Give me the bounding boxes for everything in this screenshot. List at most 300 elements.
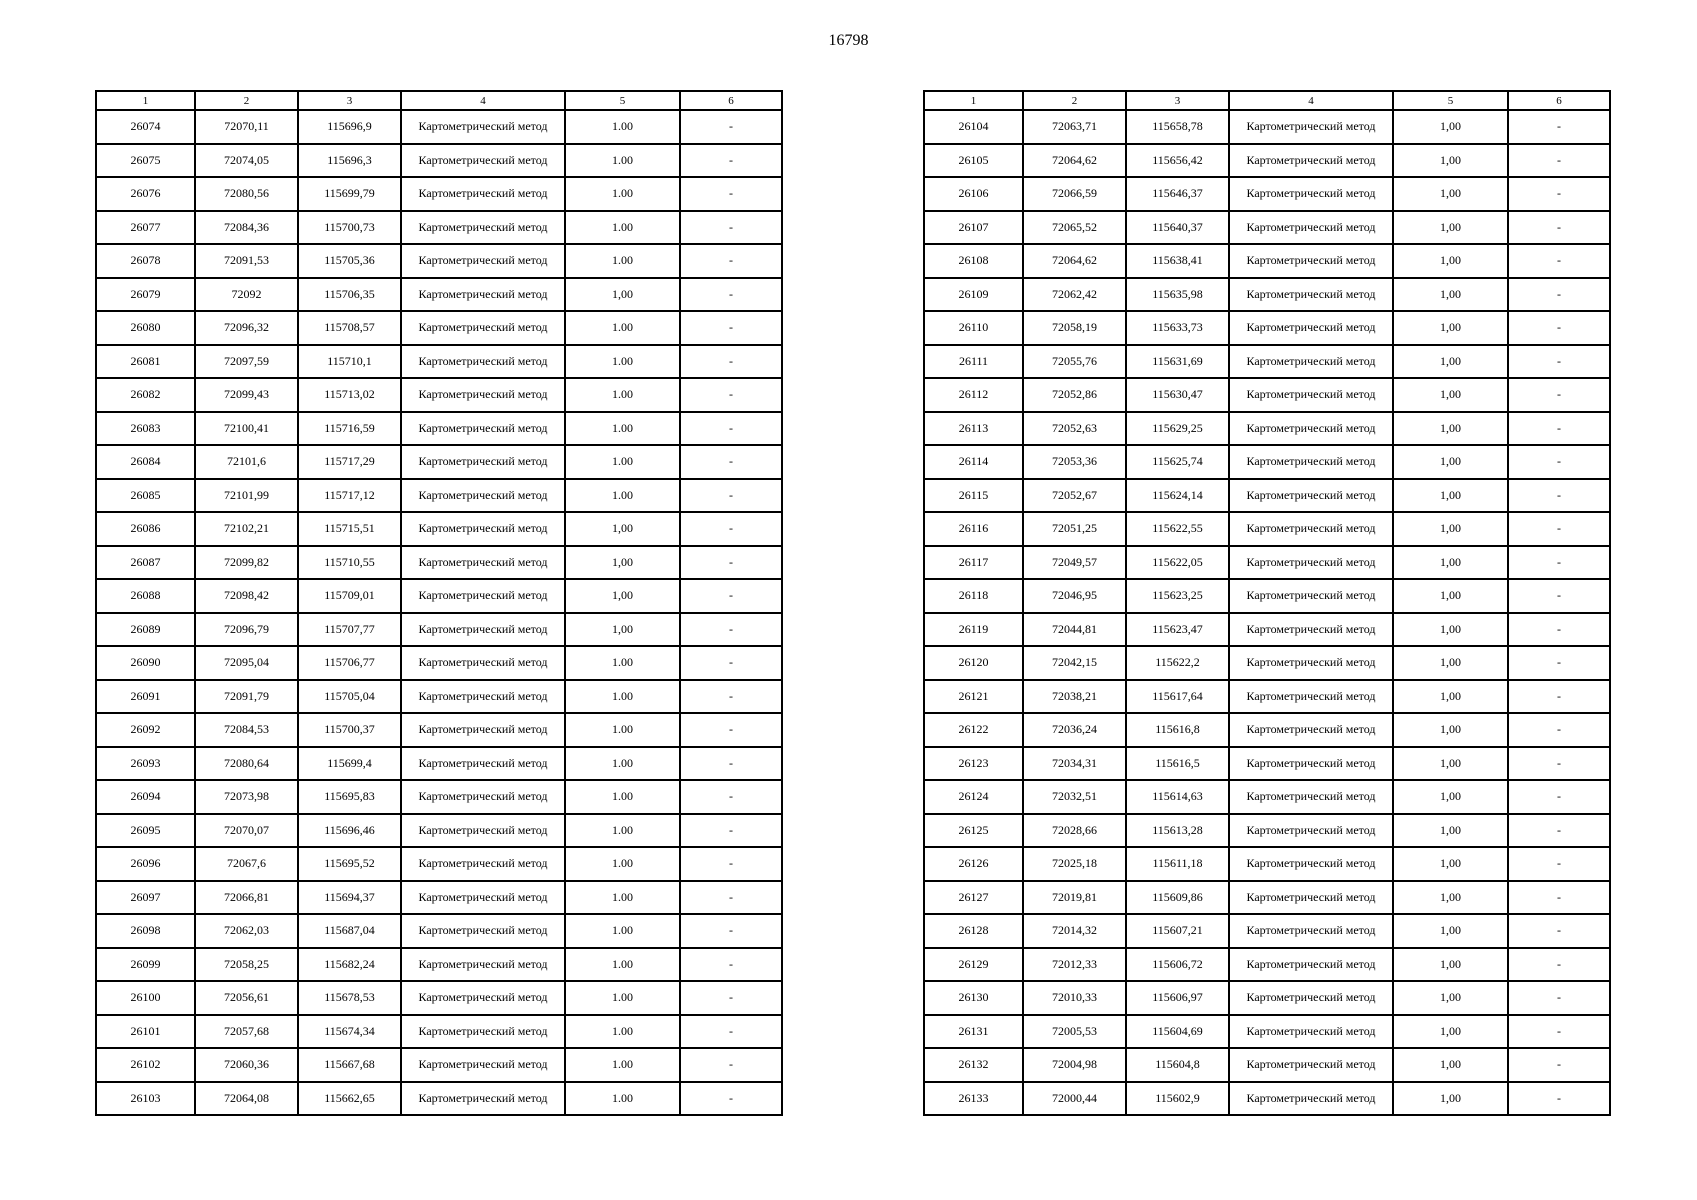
- table-row: [924, 680, 1610, 714]
- table-cell: -: [680, 311, 782, 345]
- table-cell: Картометрический метод: [401, 110, 565, 144]
- table-cell: Картометрический метод: [401, 244, 565, 278]
- table-cell: 26113: [924, 412, 1023, 446]
- table-cell: 72055,76: [1023, 345, 1126, 379]
- table-cell: -: [1508, 948, 1610, 982]
- table-cell: -: [1508, 177, 1610, 211]
- table-row: [924, 646, 1610, 680]
- table-cell: 26093: [96, 747, 195, 781]
- table-cell: Картометрический метод: [401, 177, 565, 211]
- table-cell: 72019,81: [1023, 881, 1126, 915]
- table-cell: 26078: [96, 244, 195, 278]
- table-cell: Картометрический метод: [401, 311, 565, 345]
- column-header: 2: [1023, 91, 1126, 110]
- table-cell: -: [680, 1015, 782, 1049]
- table-row: [96, 211, 782, 245]
- table-cell: Картометрический метод: [1229, 177, 1393, 211]
- table-cell: 72099,82: [195, 546, 298, 580]
- table-cell: 72095,04: [195, 646, 298, 680]
- table-cell: 72025,18: [1023, 847, 1126, 881]
- table-row: [924, 579, 1610, 613]
- table-cell: 26115: [924, 479, 1023, 513]
- table-cell: Картометрический метод: [401, 814, 565, 848]
- table-cell: 1.00: [565, 881, 680, 915]
- table-cell: 26111: [924, 345, 1023, 379]
- table-cell: 115717,12: [298, 479, 401, 513]
- table-cell: 1,00: [1393, 646, 1508, 680]
- table-cell: 115708,57: [298, 311, 401, 345]
- table-cell: 26091: [96, 680, 195, 714]
- table-cell: -: [680, 780, 782, 814]
- table-row: [96, 579, 782, 613]
- table-cell: 115705,36: [298, 244, 401, 278]
- table-cell: 1,00: [1393, 780, 1508, 814]
- table-cell: 1,00: [1393, 144, 1508, 178]
- table-cell: 1,00: [1393, 278, 1508, 312]
- table-cell: Картометрический метод: [1229, 1082, 1393, 1116]
- table-cell: 26097: [96, 881, 195, 915]
- table-cell: 26080: [96, 311, 195, 345]
- table-cell: Картометрический метод: [1229, 144, 1393, 178]
- table-cell: Картометрический метод: [1229, 110, 1393, 144]
- table-cell: Картометрический метод: [1229, 445, 1393, 479]
- table-cell: 72067,6: [195, 847, 298, 881]
- table-cell: 115609,86: [1126, 881, 1229, 915]
- table-cell: 72052,63: [1023, 412, 1126, 446]
- table-row: [924, 1048, 1610, 1082]
- table-cell: Картометрический метод: [401, 144, 565, 178]
- table-cell: 26083: [96, 412, 195, 446]
- table-row: [96, 345, 782, 379]
- table-cell: -: [680, 914, 782, 948]
- table-cell: Картометрический метод: [1229, 613, 1393, 647]
- table-cell: -: [680, 412, 782, 446]
- table-cell: Картометрический метод: [1229, 1048, 1393, 1082]
- table-cell: Картометрический метод: [1229, 345, 1393, 379]
- table-cell: 72044,81: [1023, 613, 1126, 647]
- table-cell: 1,00: [1393, 244, 1508, 278]
- table-row: [96, 948, 782, 982]
- table-cell: 26104: [924, 110, 1023, 144]
- table-cell: -: [680, 479, 782, 513]
- table-cell: 72101,6: [195, 445, 298, 479]
- table-cell: Картометрический метод: [401, 747, 565, 781]
- table-cell: 1,00: [565, 278, 680, 312]
- table-cell: Картометрический метод: [401, 512, 565, 546]
- table-cell: Картометрический метод: [401, 780, 565, 814]
- table-cell: Картометрический метод: [1229, 512, 1393, 546]
- table-cell: 115674,34: [298, 1015, 401, 1049]
- table-row: [96, 445, 782, 479]
- table-row: [924, 747, 1610, 781]
- table-cell: Картометрический метод: [401, 881, 565, 915]
- table-row: [96, 613, 782, 647]
- table-cell: -: [1508, 378, 1610, 412]
- table-cell: 72097,59: [195, 345, 298, 379]
- table-cell: 1.00: [565, 1015, 680, 1049]
- table-cell: Картометрический метод: [401, 613, 565, 647]
- table-cell: 115656,42: [1126, 144, 1229, 178]
- table-cell: -: [680, 244, 782, 278]
- table-cell: 72066,59: [1023, 177, 1126, 211]
- table-cell: 26074: [96, 110, 195, 144]
- table-cell: 72052,86: [1023, 378, 1126, 412]
- table-cell: 72038,21: [1023, 680, 1126, 714]
- table-cell: 26114: [924, 445, 1023, 479]
- table-cell: 26088: [96, 579, 195, 613]
- table-cell: -: [1508, 512, 1610, 546]
- table-cell: 72080,64: [195, 747, 298, 781]
- table-cell: 72102,21: [195, 512, 298, 546]
- table-cell: 115625,74: [1126, 445, 1229, 479]
- table-cell: 1.00: [565, 646, 680, 680]
- table-cell: 72074,05: [195, 144, 298, 178]
- table-cell: 1,00: [565, 613, 680, 647]
- table-cell: Картометрический метод: [401, 948, 565, 982]
- table-cell: 72064,62: [1023, 244, 1126, 278]
- table-cell: 1,00: [1393, 914, 1508, 948]
- table-cell: 26129: [924, 948, 1023, 982]
- table-row: [96, 881, 782, 915]
- table-cell: Картометрический метод: [1229, 546, 1393, 580]
- table-row: [924, 445, 1610, 479]
- table-cell: 1.00: [565, 780, 680, 814]
- table-row: [96, 747, 782, 781]
- table-cell: 115616,5: [1126, 747, 1229, 781]
- table-cell: 72098,42: [195, 579, 298, 613]
- table-cell: 1,00: [1393, 680, 1508, 714]
- table-row: [96, 378, 782, 412]
- table-row: [96, 646, 782, 680]
- table-body: [96, 110, 782, 1115]
- table-cell: 115606,72: [1126, 948, 1229, 982]
- table-cell: Картометрический метод: [1229, 814, 1393, 848]
- table-row: [924, 981, 1610, 1015]
- table-cell: 115640,37: [1126, 211, 1229, 245]
- table-cell: 26112: [924, 378, 1023, 412]
- table-cell: 26125: [924, 814, 1023, 848]
- table-row: [96, 914, 782, 948]
- table-row: [924, 345, 1610, 379]
- table-cell: -: [680, 512, 782, 546]
- table-cell: 1.00: [565, 110, 680, 144]
- table-cell: -: [1508, 211, 1610, 245]
- table-row: [924, 479, 1610, 513]
- table-cell: 115700,73: [298, 211, 401, 245]
- table-cell: Картометрический метод: [1229, 981, 1393, 1015]
- column-header: 6: [680, 91, 782, 110]
- table-cell: 1.00: [565, 244, 680, 278]
- table-cell: 1.00: [565, 378, 680, 412]
- table-cell: 26109: [924, 278, 1023, 312]
- table-cell: 115614,63: [1126, 780, 1229, 814]
- table-cell: -: [680, 546, 782, 580]
- table-cell: 115706,35: [298, 278, 401, 312]
- table-cell: 1,00: [1393, 1015, 1508, 1049]
- table-row: [924, 144, 1610, 178]
- table-cell: 26132: [924, 1048, 1023, 1082]
- column-header: 4: [1229, 91, 1393, 110]
- table-cell: Картометрический метод: [401, 646, 565, 680]
- table-row: [924, 512, 1610, 546]
- table-row: [924, 211, 1610, 245]
- table-cell: Картометрический метод: [1229, 780, 1393, 814]
- table-cell: 72062,42: [1023, 278, 1126, 312]
- table-cell: 26095: [96, 814, 195, 848]
- table-cell: 115606,97: [1126, 981, 1229, 1015]
- table-cell: 115696,9: [298, 110, 401, 144]
- table-row: [96, 311, 782, 345]
- table-cell: 72091,79: [195, 680, 298, 714]
- table-cell: 72046,95: [1023, 579, 1126, 613]
- table-cell: 72032,51: [1023, 780, 1126, 814]
- table-cell: Картометрический метод: [401, 378, 565, 412]
- column-header: 1: [924, 91, 1023, 110]
- table-cell: 72014,32: [1023, 914, 1126, 948]
- table-cell: 1.00: [565, 311, 680, 345]
- table-row: [924, 814, 1610, 848]
- table-cell: 26133: [924, 1082, 1023, 1116]
- table-cell: Картометрический метод: [1229, 914, 1393, 948]
- table-cell: 1,00: [565, 512, 680, 546]
- table-cell: -: [680, 1082, 782, 1116]
- table-cell: -: [680, 177, 782, 211]
- table-row: [96, 680, 782, 714]
- table-cell: 115696,46: [298, 814, 401, 848]
- table-cell: 26099: [96, 948, 195, 982]
- table-cell: 26094: [96, 780, 195, 814]
- table-cell: 1,00: [1393, 311, 1508, 345]
- table-body: [924, 110, 1610, 1115]
- table-cell: 26118: [924, 579, 1023, 613]
- table-cell: 115682,24: [298, 948, 401, 982]
- table-cell: 26131: [924, 1015, 1023, 1049]
- table-cell: -: [1508, 244, 1610, 278]
- table-cell: 1,00: [1393, 512, 1508, 546]
- table-cell: Картометрический метод: [401, 546, 565, 580]
- table-cell: Картометрический метод: [1229, 412, 1393, 446]
- table-cell: 1,00: [1393, 1082, 1508, 1116]
- table-cell: 26081: [96, 345, 195, 379]
- table-cell: 1.00: [565, 479, 680, 513]
- table-cell: 1.00: [565, 747, 680, 781]
- table-cell: 26106: [924, 177, 1023, 211]
- table-cell: 1,00: [1393, 579, 1508, 613]
- table-cell: 115624,14: [1126, 479, 1229, 513]
- table-cell: 1.00: [565, 914, 680, 948]
- column-header: 3: [298, 91, 401, 110]
- column-header: 5: [565, 91, 680, 110]
- table-cell: 1,00: [1393, 546, 1508, 580]
- table-cell: -: [680, 981, 782, 1015]
- table-row: [924, 914, 1610, 948]
- table-cell: 1,00: [1393, 345, 1508, 379]
- table-cell: 72070,07: [195, 814, 298, 848]
- table-row: [96, 177, 782, 211]
- table-row: [96, 512, 782, 546]
- table-row: [96, 144, 782, 178]
- table-cell: 1.00: [565, 1082, 680, 1116]
- table-row: [96, 479, 782, 513]
- table-cell: 26079: [96, 278, 195, 312]
- table-cell: -: [1508, 144, 1610, 178]
- table-cell: -: [1508, 1015, 1610, 1049]
- table-cell: 72036,24: [1023, 713, 1126, 747]
- table-cell: 26087: [96, 546, 195, 580]
- table-cell: 26092: [96, 713, 195, 747]
- column-header: 1: [96, 91, 195, 110]
- table-row: [924, 847, 1610, 881]
- table-cell: -: [1508, 412, 1610, 446]
- table-cell: 1,00: [1393, 1048, 1508, 1082]
- table-cell: -: [1508, 546, 1610, 580]
- table-cell: 115602,9: [1126, 1082, 1229, 1116]
- table-cell: 115622,05: [1126, 546, 1229, 580]
- table-cell: 1,00: [1393, 378, 1508, 412]
- table-cell: 1,00: [1393, 110, 1508, 144]
- table-cell: 115710,1: [298, 345, 401, 379]
- table-cell: Картометрический метод: [1229, 278, 1393, 312]
- table-cell: 1.00: [565, 680, 680, 714]
- table-cell: 1,00: [565, 546, 680, 580]
- table-cell: 115713,02: [298, 378, 401, 412]
- table-cell: Картометрический метод: [401, 278, 565, 312]
- table-row: [924, 177, 1610, 211]
- table-cell: 26098: [96, 914, 195, 948]
- table-cell: 26123: [924, 747, 1023, 781]
- table-cell: -: [1508, 847, 1610, 881]
- table-cell: 1,00: [1393, 814, 1508, 848]
- table-cell: 72084,36: [195, 211, 298, 245]
- table-cell: 26119: [924, 613, 1023, 647]
- table-cell: -: [1508, 680, 1610, 714]
- table-cell: 1,00: [1393, 479, 1508, 513]
- table-row: [924, 881, 1610, 915]
- table-cell: 26130: [924, 981, 1023, 1015]
- table-cell: 1.00: [565, 713, 680, 747]
- table-row: [924, 713, 1610, 747]
- table-cell: 115611,18: [1126, 847, 1229, 881]
- table-cell: 26128: [924, 914, 1023, 948]
- table-cell: 115715,51: [298, 512, 401, 546]
- table-cell: 72096,32: [195, 311, 298, 345]
- table-cell: Картометрический метод: [1229, 680, 1393, 714]
- table-cell: -: [680, 345, 782, 379]
- table-cell: 26090: [96, 646, 195, 680]
- table-row: [924, 378, 1610, 412]
- table-row: [96, 1048, 782, 1082]
- table-cell: 115622,2: [1126, 646, 1229, 680]
- table-cell: 72058,19: [1023, 311, 1126, 345]
- table-cell: 1.00: [565, 981, 680, 1015]
- table-cell: 115623,47: [1126, 613, 1229, 647]
- table-cell: 1,00: [1393, 177, 1508, 211]
- table-cell: 1,00: [1393, 713, 1508, 747]
- table-cell: 72100,41: [195, 412, 298, 446]
- table-cell: 115705,04: [298, 680, 401, 714]
- table-cell: 72064,62: [1023, 144, 1126, 178]
- page-number: 16798: [828, 32, 869, 49]
- table-cell: 26084: [96, 445, 195, 479]
- table-cell: -: [680, 211, 782, 245]
- table-cell: 115616,8: [1126, 713, 1229, 747]
- table-cell: 115662,65: [298, 1082, 401, 1116]
- table-cell: 72063,71: [1023, 110, 1126, 144]
- table-cell: -: [680, 1048, 782, 1082]
- table-cell: 72065,52: [1023, 211, 1126, 245]
- table-row: [924, 613, 1610, 647]
- table-row: [924, 110, 1610, 144]
- table-cell: -: [1508, 713, 1610, 747]
- table-cell: 115710,55: [298, 546, 401, 580]
- table-row: [924, 948, 1610, 982]
- table-cell: Картометрический метод: [401, 412, 565, 446]
- table-cell: 72080,56: [195, 177, 298, 211]
- table-cell: Картометрический метод: [1229, 646, 1393, 680]
- table-cell: 72052,67: [1023, 479, 1126, 513]
- table-cell: 1.00: [565, 144, 680, 178]
- table-cell: 115646,37: [1126, 177, 1229, 211]
- table-cell: Картометрический метод: [1229, 713, 1393, 747]
- table-cell: -: [1508, 881, 1610, 915]
- table-cell: 72049,57: [1023, 546, 1126, 580]
- table-cell: 26120: [924, 646, 1023, 680]
- table-cell: 115629,25: [1126, 412, 1229, 446]
- table-cell: 115717,29: [298, 445, 401, 479]
- table-cell: 115667,68: [298, 1048, 401, 1082]
- table-cell: -: [1508, 479, 1610, 513]
- table-cell: -: [1508, 445, 1610, 479]
- table-cell: Картометрический метод: [1229, 311, 1393, 345]
- table-cell: 115635,98: [1126, 278, 1229, 312]
- table-cell: -: [1508, 646, 1610, 680]
- table-cell: 115631,69: [1126, 345, 1229, 379]
- table-cell: -: [680, 713, 782, 747]
- table-cell: Картометрический метод: [401, 847, 565, 881]
- table-cell: 26126: [924, 847, 1023, 881]
- table-cell: 72051,25: [1023, 512, 1126, 546]
- column-header: 3: [1126, 91, 1229, 110]
- table-cell: 26096: [96, 847, 195, 881]
- table-cell: 115638,41: [1126, 244, 1229, 278]
- table-cell: -: [680, 948, 782, 982]
- table-cell: 115694,37: [298, 881, 401, 915]
- table-cell: 115695,52: [298, 847, 401, 881]
- column-header: 4: [401, 91, 565, 110]
- table-cell: 1.00: [565, 814, 680, 848]
- table-cell: Картометрический метод: [401, 1082, 565, 1116]
- table-cell: 1.00: [565, 445, 680, 479]
- table-cell: 72091,53: [195, 244, 298, 278]
- table-cell: 26107: [924, 211, 1023, 245]
- table-cell: -: [1508, 780, 1610, 814]
- table-row: [96, 278, 782, 312]
- table-cell: 115658,78: [1126, 110, 1229, 144]
- table-cell: 26121: [924, 680, 1023, 714]
- table-cell: -: [680, 847, 782, 881]
- table-row: [924, 1015, 1610, 1049]
- table-cell: -: [680, 680, 782, 714]
- table-row: [96, 244, 782, 278]
- table-cell: Картометрический метод: [401, 1048, 565, 1082]
- table-cell: 115699,4: [298, 747, 401, 781]
- coordinates-table-left: [95, 90, 783, 1116]
- table-cell: 72066,81: [195, 881, 298, 915]
- table-cell: -: [680, 579, 782, 613]
- table-cell: Картометрический метод: [1229, 847, 1393, 881]
- table-cell: Картометрический метод: [1229, 948, 1393, 982]
- table-cell: Картометрический метод: [1229, 479, 1393, 513]
